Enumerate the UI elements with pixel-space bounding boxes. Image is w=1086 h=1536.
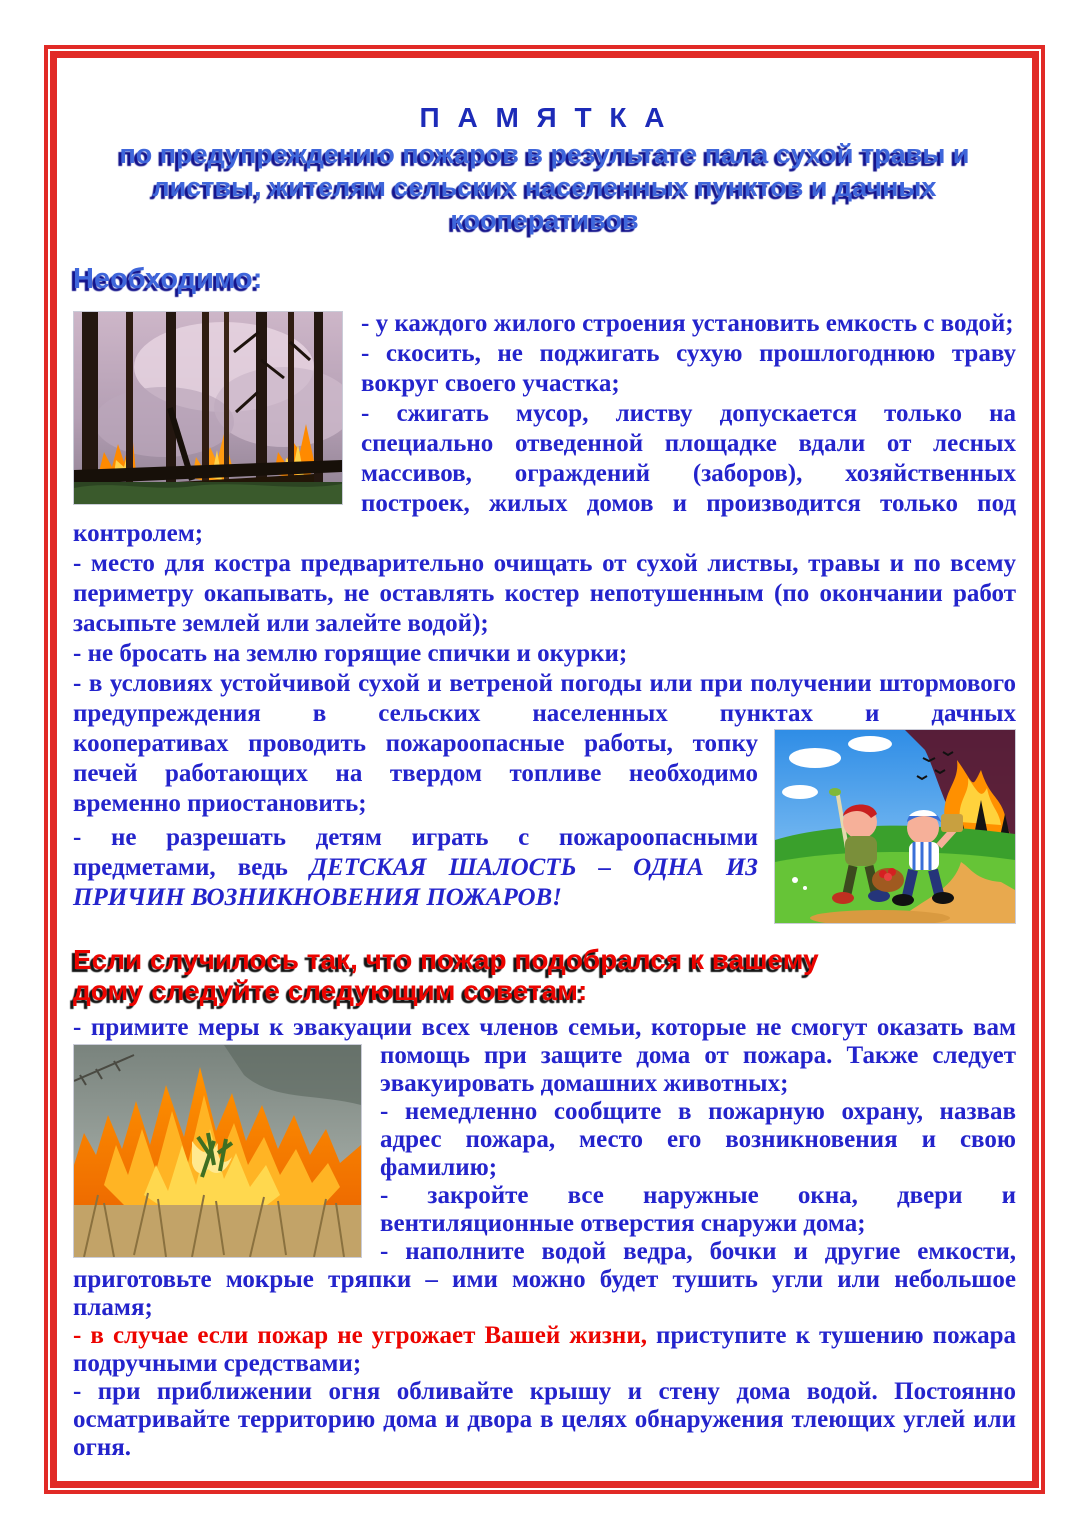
bullet-item: - наполните водой ведра, бочки и другие емкости, приготовьте мокрые тряпки – ими можно будет тушить угли или небольшое пламя;: [73, 1238, 1016, 1321]
heading-line: дому следуйте следующим советам:: [73, 975, 588, 1006]
bullet-item: - у каждого жилого строения установить емкость с водой;: [361, 310, 1014, 337]
bullet-text: - не разрешать детям играть с пожароопасными предметами, ведь: [73, 824, 758, 881]
section2-heading: [73, 944, 833, 1006]
italic-emphasis: ДЕТСКАЯ ШАЛОСТЬ – ОДНА ИЗ ПРИЧИН ВОЗНИКНОВЕНИЯ ПОЖАРОВ!: [73, 854, 759, 911]
section1-block: [73, 309, 1016, 729]
section1-wrap-block: [73, 729, 1016, 926]
bullet-item: - в условиях устойчивой сухой и ветреной погоды или при получении штормового предупреждения в сельских населенных пунктах и дачных: [73, 670, 1016, 727]
section1-heading: Необходимо:: [73, 263, 263, 295]
bullet-item: - не бросать на землю горящие спички и окурки;: [73, 640, 628, 667]
red-frame-inner: [50, 51, 1039, 1488]
page-title: П А М Я Т К А: [419, 102, 670, 133]
bullet-item: - примите меры к эвакуации всех членов семьи, которые не смогут оказать вам: [73, 1014, 1016, 1041]
bullet-item: - при приближении огня обливайте крышу и стену дома водой. Постоянно осматривайте территорию дома и двора в целях обнаружения тлеющих углей или огня.: [73, 1378, 1016, 1461]
memo-content: [57, 58, 1032, 1462]
grass-fire-photo: [73, 1044, 362, 1258]
red-frame-outer: [44, 45, 1045, 1494]
section2-wrap-block: [73, 1042, 1016, 1322]
bullet-item: - закройте все наружные окна, двери и вентиляционные отверстия снаружи дома;: [380, 1182, 1016, 1237]
forest-fire-photo: [73, 311, 343, 505]
bullet-item: - немедленно сообщите в пожарную охрану, назвав адрес пожара, место его возникновения и свою фамилию;: [380, 1098, 1016, 1181]
bullet-text: приступите к тушению пожара подручными средствами;: [73, 1322, 1016, 1377]
bullet-item: помощь при защите дома от пожара. Также следует эвакуировать домашних животных;: [380, 1042, 1016, 1097]
section2-block: [73, 1014, 1016, 1462]
page-subtitle: по предупреждению пожаров в результате пала сухой травы и листвы, жителям сельских населенных пунктов и дачных кооперативов: [119, 139, 970, 235]
children-fire-cartoon: [774, 729, 1016, 924]
bullet-item: - место для костра предварительно очищать от сухой листвы, травы и по всему периметру окапывать, не оставлять костер непотушенным (по окончании работ засыпьте землей или залейте водой);: [73, 550, 1016, 637]
heading-line: Если случилось так, что пожар подобрался к вашему: [73, 944, 819, 975]
bullet-item: - скосить, не поджигать сухую прошлогоднюю траву вокруг своего участка;: [361, 340, 1016, 397]
warning-red-text: - в случае если пожар не угрожает Вашей жизни,: [73, 1322, 647, 1349]
bullet-item: кооперативах проводить пожароопасные работы, топку печей работающих на твердом топливе необходимо временно приостановить;: [73, 730, 758, 817]
bullet-item: [73, 1322, 1016, 1378]
bullet-item: - сжигать мусор, листву допускается только на специально отведенной площадке вдали от лесных массивов, ограждений (заборов), хозяйственных построек, жилых домов и производится только под контролем;: [73, 400, 1016, 547]
